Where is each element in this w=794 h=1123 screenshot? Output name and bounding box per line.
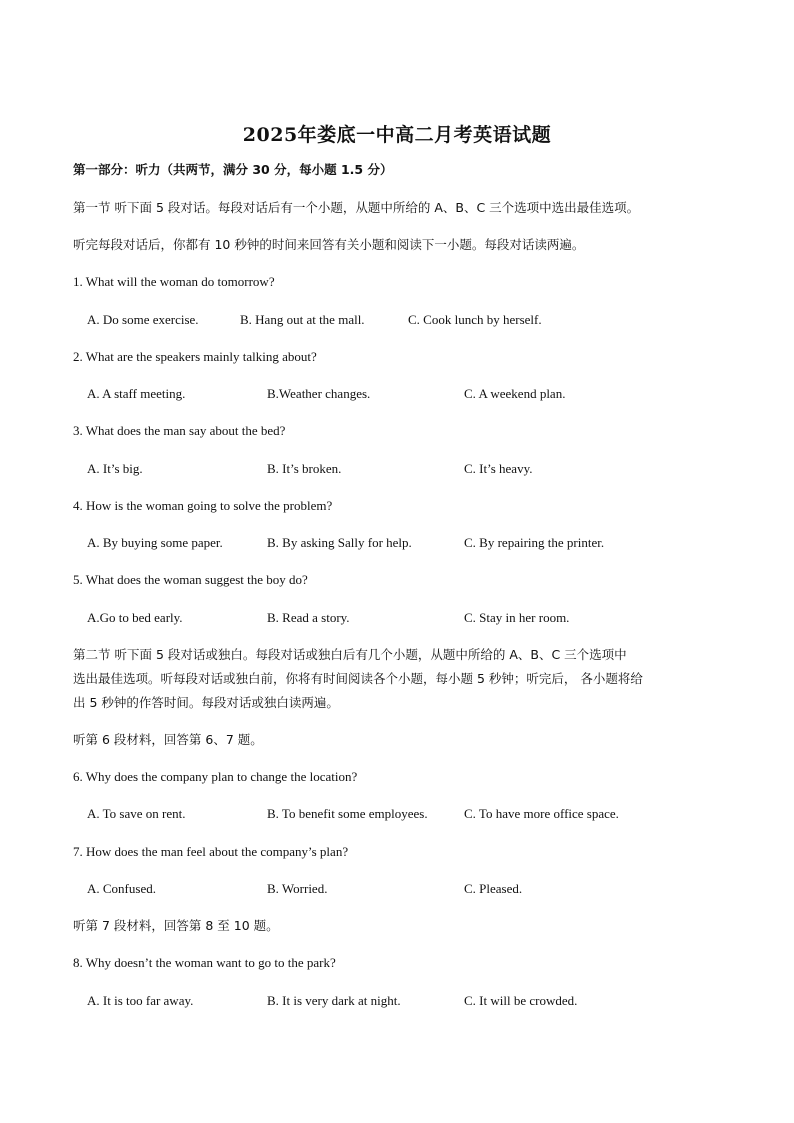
option-b: B. Hang out at the mall.	[240, 312, 365, 327]
question-stem: 5. What does the woman suggest the boy do?	[73, 572, 308, 587]
question-options	[87, 993, 707, 1009]
option-a: A. A staff meeting.	[87, 386, 186, 401]
page-title: 2025年娄底一中高二月考英语试题	[242, 124, 552, 146]
option-a: A. It is too far away.	[87, 993, 194, 1008]
option-a: A. Confused.	[87, 881, 156, 896]
section2-instructions	[73, 643, 723, 715]
option-a: A. Do some exercise.	[87, 312, 199, 327]
question-stem: 8. Why doesn’t the woman want to go to the park?	[73, 955, 336, 970]
section2-instructions-line2: 选出最佳选项。听每段对话或独白前，你将有时间阅读各个小题，每小题 5 秒钟；听完后， 各小题将给	[73, 671, 643, 686]
option-a: A. To save on rent.	[87, 806, 186, 821]
question-stem: 1. What will the woman do tomorrow?	[73, 274, 275, 289]
option-c: C. By repairing the printer.	[464, 535, 605, 550]
option-b: B. It is very dark at night.	[267, 993, 401, 1008]
question-options	[87, 535, 707, 551]
question-options	[87, 881, 707, 897]
question-stem: 4. How is the woman going to solve the problem?	[73, 498, 333, 513]
option-c: C. Stay in her room.	[464, 610, 570, 625]
option-a: A.Go to bed early.	[87, 610, 183, 625]
option-b: B. Read a story.	[267, 610, 350, 625]
option-c: C. It will be crowded.	[464, 993, 578, 1008]
option-b: B. Worried.	[267, 881, 328, 896]
option-c: C. A weekend plan.	[464, 386, 566, 401]
question-stem: 6. Why does the company plan to change the location?	[73, 769, 358, 784]
section2-instructions-line1: 第二节 听下面 5 段对话或独白。每段对话或独白后有几个小题，从题中所给的 A、B、C 三个选项中	[73, 647, 627, 662]
option-b: B. It’s broken.	[267, 461, 342, 476]
section2-instructions-line3: 出 5 秒钟的作答时间。每段对话或独白读两遍。	[73, 695, 339, 710]
material-6-instruction: 听第 6 段材料，回答第 6、7 题。	[73, 732, 263, 747]
question-options	[87, 312, 707, 328]
question-stem: 7. How does the man feel about the company’s plan?	[73, 844, 349, 859]
option-c: C. To have more office space.	[464, 806, 619, 821]
option-c: C. Cook lunch by herself.	[408, 312, 542, 327]
question-stem: 3. What does the man say about the bed?	[73, 423, 286, 438]
option-b: B. By asking Sally for help.	[267, 535, 412, 550]
question-stem: 2. What are the speakers mainly talking about?	[73, 349, 317, 364]
question-options	[87, 610, 707, 626]
option-c: C. It’s heavy.	[464, 461, 533, 476]
question-options	[87, 461, 707, 477]
option-b: B. To benefit some employees.	[267, 806, 428, 821]
question-options	[87, 806, 707, 822]
question-options	[87, 386, 707, 402]
material-7-instruction: 听第 7 段材料，回答第 8 至 10 题。	[73, 918, 279, 933]
option-c: C. Pleased.	[464, 881, 523, 896]
option-a: A. By buying some paper.	[87, 535, 223, 550]
section1-instructions-line1: 第一节 听下面 5 段对话。每段对话后有一个小题，从题中所给的 A、B、C 三个选项中选出最佳选项。	[73, 200, 640, 215]
option-b: B.Weather changes.	[267, 386, 371, 401]
part1-header: 第一部分：听力（共两节，满分 30 分，每小题 1.5 分）	[73, 162, 393, 177]
option-a: A. It’s big.	[87, 461, 143, 476]
section1-instructions-line2: 听完每段对话后，你都有 10 秒钟的时间来回答有关小题和阅读下一小题。每段对话读两遍。	[73, 237, 585, 252]
